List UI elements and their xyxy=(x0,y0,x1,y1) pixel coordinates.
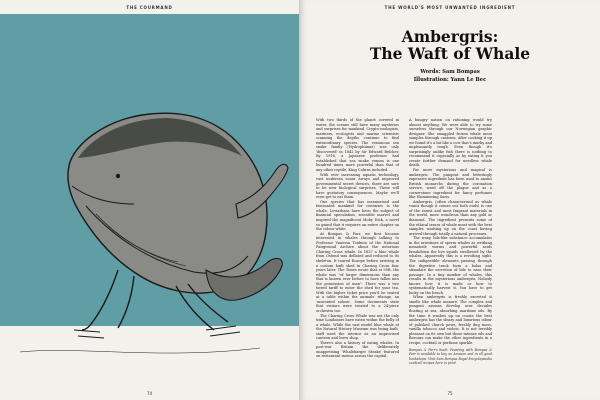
ice-line xyxy=(20,348,260,353)
article-title-line2: The Waft of Whale xyxy=(369,44,531,63)
right-folio: 75 xyxy=(447,391,453,396)
column1-paragraph: With ever increasing aquatic technology, vast undersea sonar arrays and improved governmental secret devices, there are sure to be new biological surprises. These will have gustatory consequences. Maybe we'll even get to eat them. xyxy=(316,172,399,200)
words-credit: Words: Sam Bompas xyxy=(420,69,480,75)
left-running-head: THE COURMAND xyxy=(126,5,173,10)
article-column-2 xyxy=(409,118,492,386)
column2-paragraph: Ambergris, (often characterised as whale vomit though it comes out both ends) is one of the rarest and most fragrant materials in the world, more wondrous than any gold or diamond. The ingredient presents some of the ethical issues of whale meat with the best samples washing up on the coast having arrived through totally a natural processes. xyxy=(409,199,492,236)
article-title-line1: Ambergris: xyxy=(401,27,499,46)
column2-paragraph: The waxy, bile-like substance accumulates in the intestines of sperm whales as writhing nematode worms and powerful acids breakdown the live squids swallowed by the whales. Apparently this is a revolting sight. The indigestible elements passing through the digestive track form a bolus and stimulate the secretion of bile to ease their passage. In a tiny number of whales, this results in the mysterious ambergris. Nobody knows how it is made or how to systematically harvest it. You have to get lucky on the beach. xyxy=(409,236,492,295)
column1-paragraph: There's also a history of eating whales. In post-war Britain the deliberately unappetising 'Whalebarger Steaks' featured on restaurant menus across the capital. xyxy=(316,340,399,359)
skate-left xyxy=(74,330,104,338)
illustration-credit: Illustration: Yann Le Bec xyxy=(413,76,487,83)
column1-paragraph: The Charing Cross Whale was not the only time Londoners have eaten within the belly of a whale. While the vast model blue whale at the Natural History Museum was being built, staff used the interior as an improvised canteen and brew shop. xyxy=(316,313,399,341)
book-caption: Bompas & Parr's book: Feasting with Bompas & Parr is available to buy on Amazon and in all good bookshops. Visit Sam Bompas Royal Encyclopaedia cocktail recipes here in print xyxy=(409,348,492,365)
column2-paragraph: A hungry nation on rationing would try almost anything. We were able to try some ourselves through our Norwegian graphic designer. She smuggled frozen whale meat samples through customs. After cooking it up we found it's a bit like a cow that's murky and unpleasantly tough. Even though it's surprisingly unlike fish there is nothing to recommend it especially as by eating it you create further demand for needless whale death. xyxy=(409,118,492,168)
left-folio: 74 xyxy=(146,391,153,396)
column1-paragraph: With two thirds of the planet covered in water, the oceans still have many mysteries and surprises for mankind. Crypto-zoologists, mariners, ecologists and marine scientists scanning the depths continue to find extraordinary species. The venomous sea snake family (Hydrophiinae) was only 'discovered' in 1842 by Sir Edward Belcher. By 1916, a Japanese professor had established that sea snake venom is one hundred times more powerful than that of any other reptile, King Cobras included. xyxy=(316,118,399,173)
column2-paragraph: When ambergris is freshly excreted it smells like whale manure. The complex and pungent aromas develop over decades floating at sea, absorbing maritime oils. By the time it washes up on coasts the best ambergris has the sleazy and luxurious odour of polished church pews, freshly dug moss, vanilla tobacco and violets. It is not terribly pleasant on its own but those intense oils and flavours can make the other ingredients in a recipe, cocktail or perfume sparkle. xyxy=(409,295,492,345)
article-title-block xyxy=(360,28,540,84)
article-columns xyxy=(316,118,586,386)
column2-paragraph: Far more mysterious and magical is ambergris. The pungent and bitteringly expensive ingredient has been used to anoint British monarchs during the coronation service, ward off the plague and as a cornerstone ingredient for fancy perfumes like Shimmering Saris. xyxy=(409,168,492,200)
column1-paragraph: At Bompas & Parr, we first became interested in whales through talking to Professor Vanessa Toulmin of the National Fairground Archive about the notorious Charing Cross whale. In 1857 a blue whale from Ostend was deflated and reduced to its skeleton. It toured Europe before arriving in a custom built shed in Charing Cross four years later. The Times wrote that at 95ft, the whale was "of larger dimensions than any that is known ever before to have fallen into the possession of man". There was a two tiered tariff to enter the shed for your tea. With the higher ticket price you'd be seated at a table within the animals' ribcage, an 'unwonted saloon'. Some documents state that visitors were treated to a 24-piece orchestra too. xyxy=(316,231,399,313)
right-running-head: THE WORLD'S MOST UNWANTED INGREDIENT xyxy=(384,5,516,10)
whale-eye xyxy=(116,174,120,178)
column1-paragraph: One species that has mesmerised and fascinated mankind for centuries is the whale. Leviathans have been the subject of financial speculation, scientific marvel and inspired the magnificent Moby Dick, a novel so grand that it requires an entire chapter on the colour white. xyxy=(316,199,399,232)
whale-leg-left xyxy=(82,270,118,330)
right-page xyxy=(300,0,600,400)
article-column-1 xyxy=(316,118,399,386)
